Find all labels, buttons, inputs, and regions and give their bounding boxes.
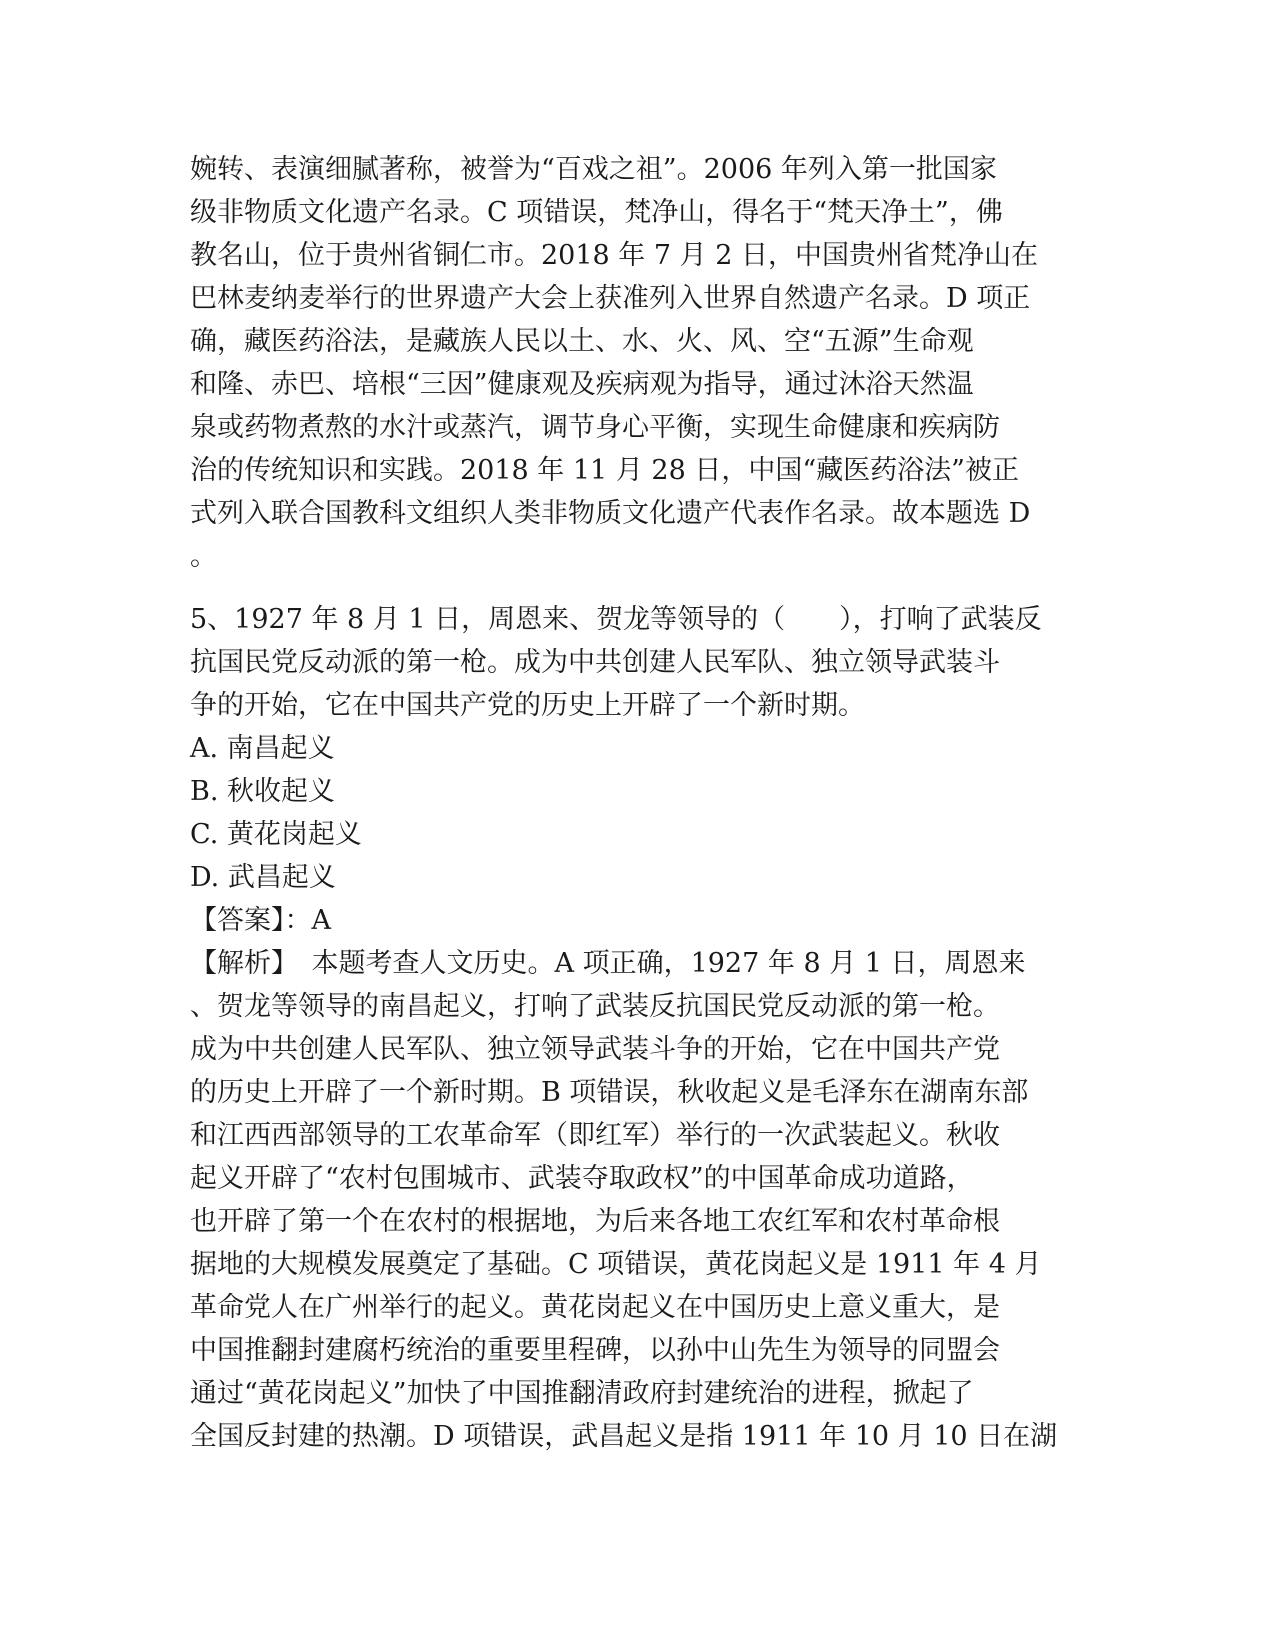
- text-line: 抗国民党反动派的第一枪。成为中共创建人民军队、独立领导武装斗: [190, 647, 1000, 678]
- text-line: 起义开辟了“农村包围城市、武装夺取政权”的中国革命成功道路，: [190, 1163, 974, 1194]
- analysis: [190, 942, 1080, 1458]
- option-d: D. 武昌起义: [190, 862, 336, 893]
- answer-line: 【答案】：A: [190, 905, 331, 936]
- question-stem: [190, 598, 1080, 727]
- text-line: 和江西西部领导的工农革命军（即红军）举行的一次武装起义。秋收: [190, 1120, 1000, 1151]
- paragraph-gap: [190, 578, 1080, 598]
- text-line: 据地的大规模发展奠定了基础。C 项错误，黄花岗起义是 1911 年 4 月: [190, 1249, 1042, 1280]
- text-line: 确，藏医药浴法，是藏族人民以土、水、火、风、空“五源”生命观: [190, 326, 974, 357]
- question-options: [190, 727, 1080, 899]
- explanation-continued: [190, 148, 1080, 578]
- option-c: C. 黄花岗起义: [190, 819, 362, 850]
- text-line: 成为中共创建人民军队、独立领导武装斗争的开始，它在中国共产党: [190, 1034, 1000, 1065]
- option-a: A. 南昌起义: [190, 733, 335, 764]
- text-line: 级非物质文化遗产名录。C 项错误，梵净山，得名于“梵天净土”，佛: [190, 197, 1003, 228]
- text-line: 也开辟了第一个在农村的根据地，为后来各地工农红军和农村革命根: [190, 1206, 1000, 1237]
- text-line: 的历史上开辟了一个新时期。B 项错误，秋收起义是毛泽东在湖南东部: [190, 1077, 1029, 1108]
- text-line: 革命党人在广州举行的起义。黄花岗起义在中国历史上意义重大，是: [190, 1292, 1000, 1323]
- text-line: 教名山，位于贵州省铜仁市。2018 年 7 月 2 日，中国贵州省梵净山在: [190, 240, 1038, 271]
- text-line: 5、1927 年 8 月 1 日，周恩来、贺龙等领导的（ ），打响了武装反: [190, 604, 1042, 635]
- text-line: 婉转、表演细腻著称，被誉为“百戏之祖”。2006 年列入第一批国家: [190, 154, 997, 185]
- document-page: [190, 148, 1080, 1458]
- text-line: 争的开始，它在中国共产党的历史上开辟了一个新时期。: [190, 690, 865, 721]
- text-line: 式列入联合国教科文组织人类非物质文化遗产代表作名录。故本题选 D: [190, 498, 1031, 529]
- text-line: 、贺龙等领导的南昌起义，打响了武装反抗国民党反动派的第一枪。: [190, 991, 1000, 1022]
- text-line: 。: [190, 541, 217, 572]
- question-5: [190, 598, 1080, 1458]
- text-line: 和隆、赤巴、培根“三因”健康观及疾病观为指导，通过沐浴天然温: [190, 369, 974, 400]
- text-line: 巴林麦纳麦举行的世界遗产大会上获准列入世界自然遗产名录。D 项正: [190, 283, 1031, 314]
- text-line: 通过“黄花岗起义”加快了中国推翻清政府封建统治的进程，掀起了: [190, 1378, 974, 1409]
- text-line: 【解析】 本题考查人文历史。A 项正确，1927 年 8 月 1 日，周恩来: [190, 948, 1026, 979]
- text-line: 泉或药物煮熬的水汁或蒸汽，调节身心平衡，实现生命健康和疾病防: [190, 412, 1000, 443]
- text-line: 治的传统知识和实践。2018 年 11 月 28 日，中国“藏医药浴法”被正: [190, 455, 1019, 486]
- text-line: 中国推翻封建腐朽统治的重要里程碑，以孙中山先生为领导的同盟会: [190, 1335, 1000, 1366]
- option-b: B. 秋收起义: [190, 776, 336, 807]
- text-line: 全国反封建的热潮。D 项错误，武昌起义是指 1911 年 10 月 10 日在湖: [190, 1421, 1058, 1452]
